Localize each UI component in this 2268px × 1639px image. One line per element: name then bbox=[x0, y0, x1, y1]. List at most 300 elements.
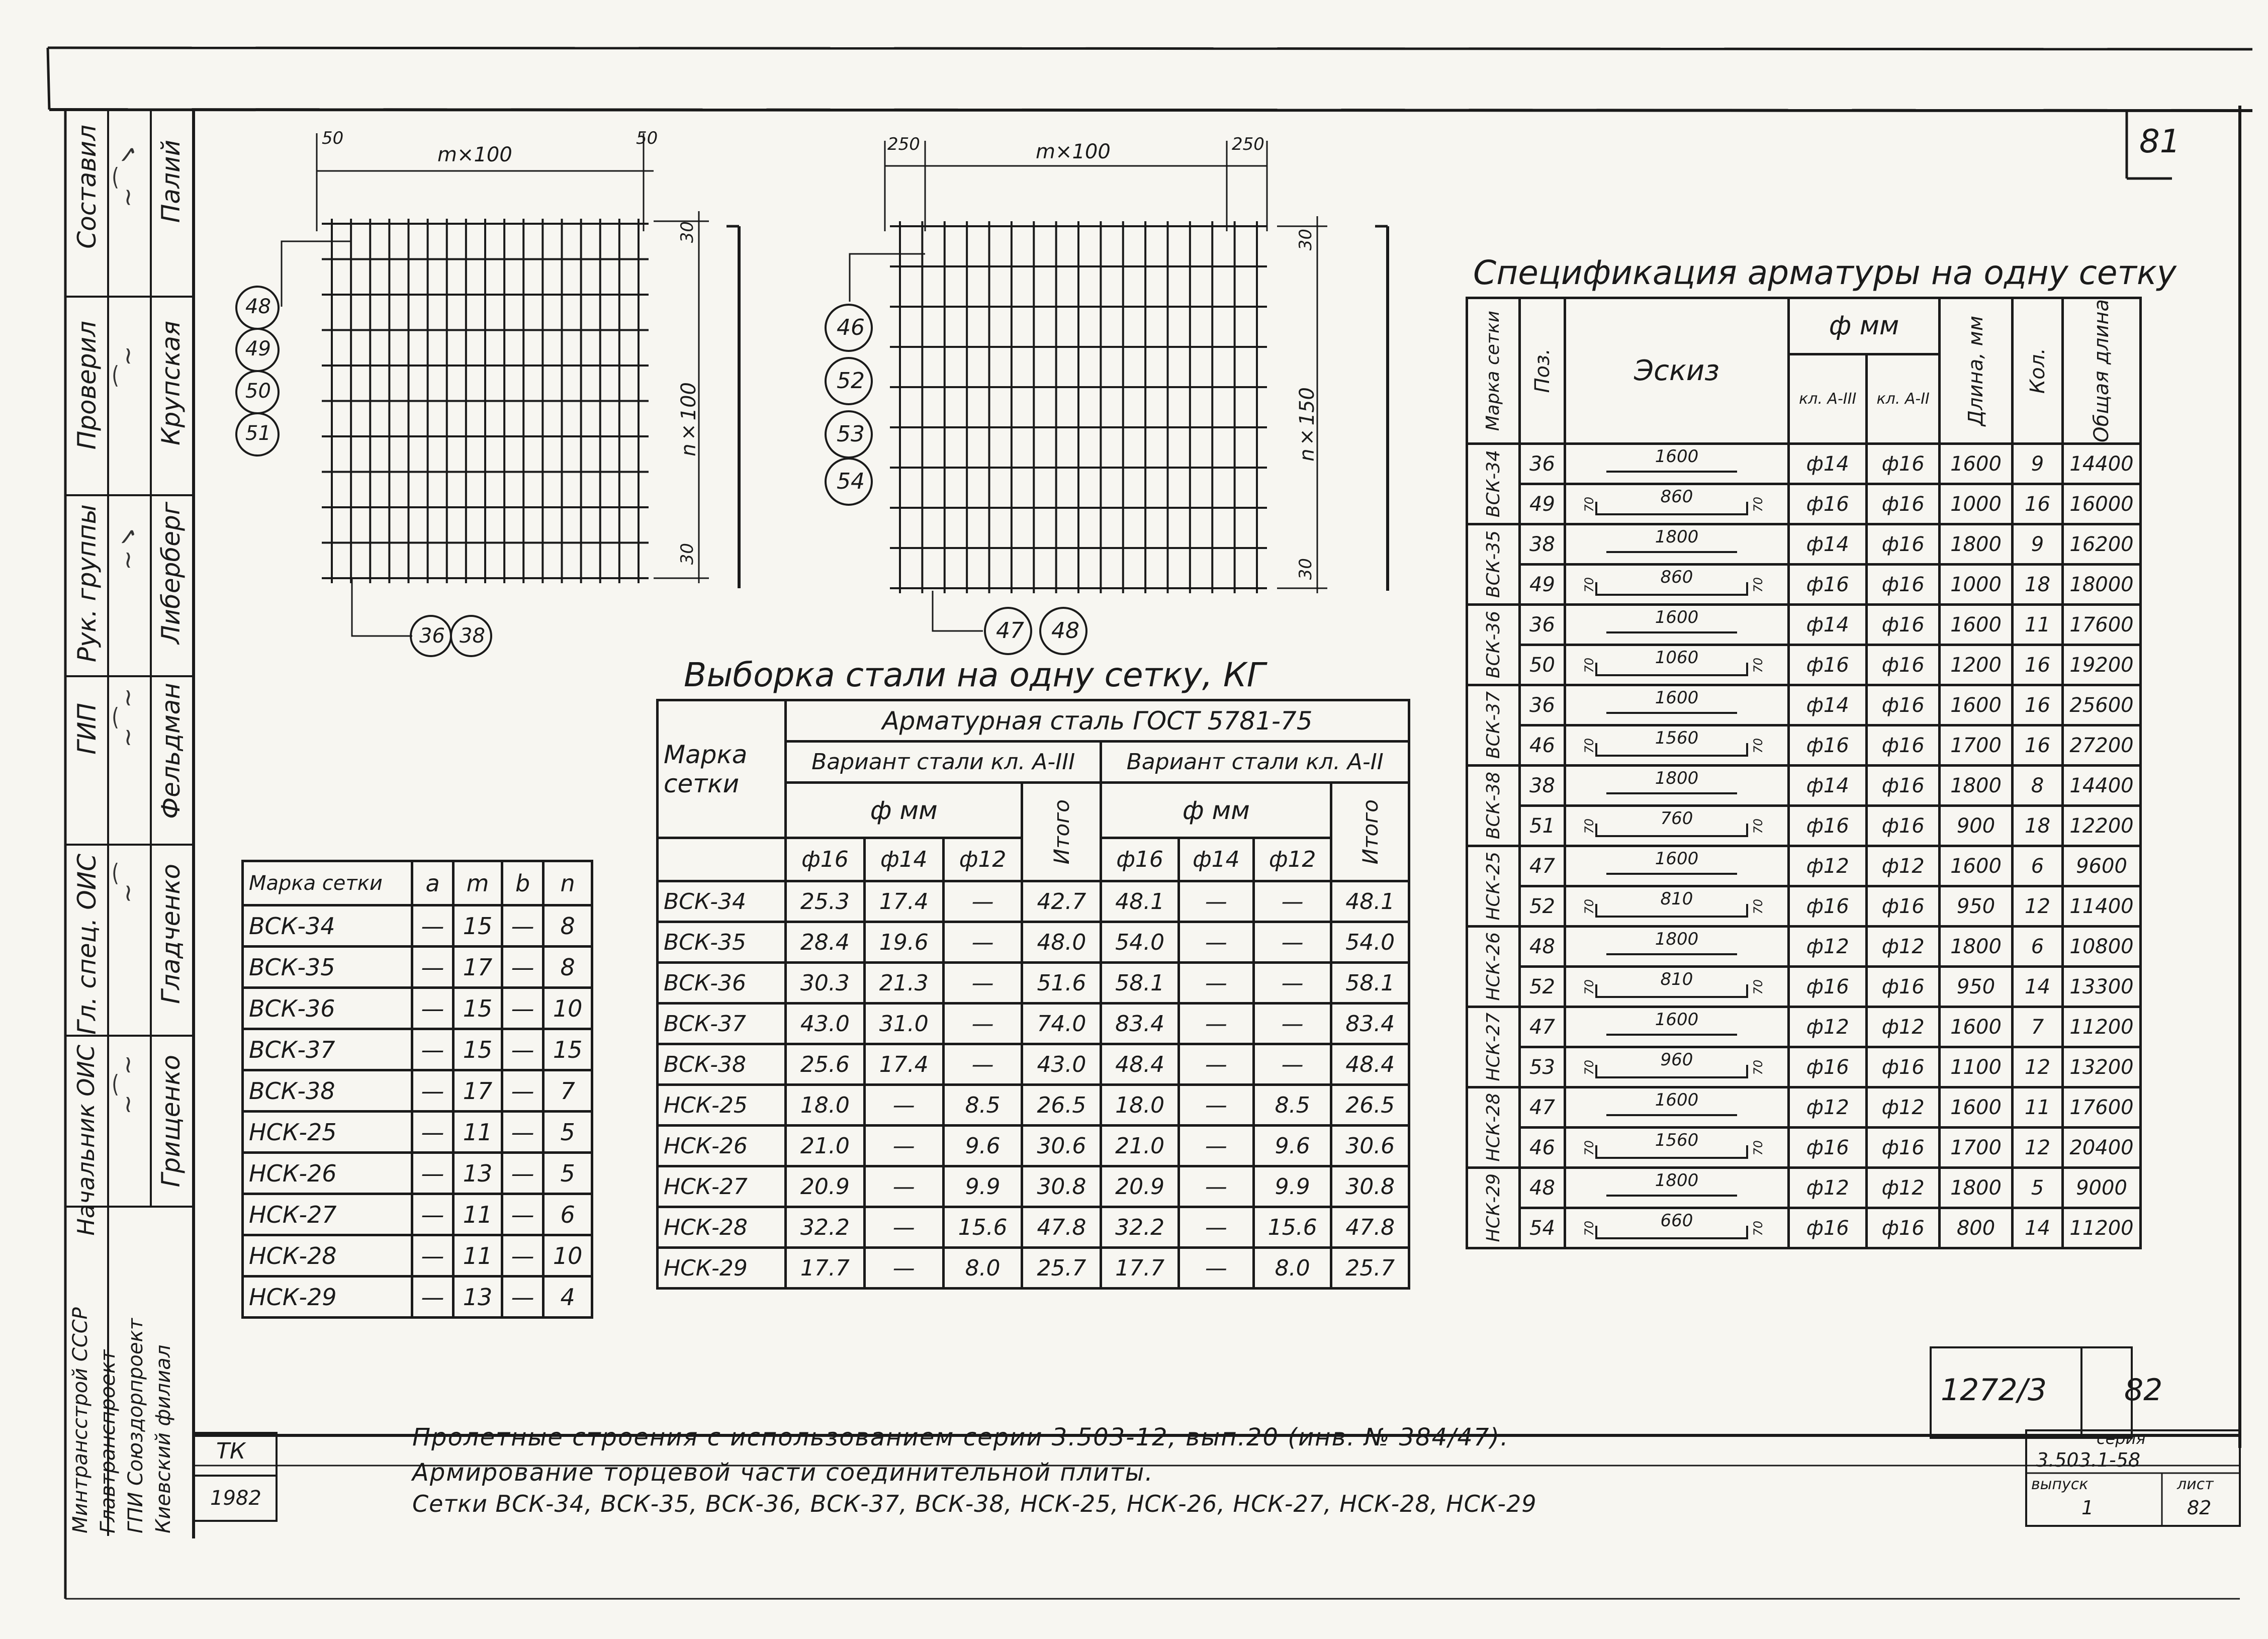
dim-left-right-mid: n×100 bbox=[677, 382, 700, 457]
spec-qty: 9 bbox=[2013, 524, 2063, 565]
dim-right-right-mid: n×150 bbox=[1296, 387, 1319, 462]
callout-48: 48 bbox=[245, 295, 271, 318]
params-cell: — bbox=[502, 1277, 543, 1318]
spec-h-pos-cell bbox=[1520, 298, 1565, 444]
params-cell: 5 bbox=[543, 1112, 592, 1153]
spec-diam-a2: ф16 bbox=[1867, 1128, 1940, 1168]
steel-cell: 58.1 bbox=[1331, 963, 1409, 1004]
spec-bar-line bbox=[1596, 663, 1747, 675]
spec-bend-right-dim: 70 bbox=[1751, 496, 1765, 512]
dim-left-right-top: 30 bbox=[677, 221, 697, 243]
stamp-role: Гл. спец. ОИС bbox=[72, 854, 102, 1035]
spec-sketch bbox=[1565, 846, 1789, 886]
spec-total-length: 16000 bbox=[2063, 484, 2141, 524]
steel-cell: — bbox=[1178, 1207, 1253, 1248]
params-cell: ВСК-36 bbox=[243, 988, 412, 1029]
steel-blank bbox=[658, 838, 786, 881]
spec-qty: 7 bbox=[2013, 1007, 2063, 1047]
spec-qty: 8 bbox=[2013, 766, 2063, 806]
dim-left-top-left: 50 bbox=[322, 128, 344, 148]
sheet-label: лист bbox=[2177, 1476, 2214, 1493]
params-cell: — bbox=[502, 1235, 543, 1277]
spec-bend-left-dim: 70 bbox=[1582, 496, 1596, 512]
steel-cell: 51.6 bbox=[1022, 963, 1101, 1004]
spec-sketch bbox=[1565, 725, 1789, 766]
params-row bbox=[243, 1029, 592, 1070]
dim-left-top-mid: m×100 bbox=[437, 143, 512, 166]
spec-sketch bbox=[1565, 1087, 1789, 1128]
stamp-sign: ⁀~ bbox=[114, 346, 142, 386]
dim-right-top-left: 250 bbox=[887, 134, 920, 154]
spec-pos: 47 bbox=[1520, 846, 1565, 886]
series-label: серия bbox=[2097, 1429, 2146, 1448]
spec-pos: 54 bbox=[1520, 1208, 1565, 1248]
spec-diam-a2: ф12 bbox=[1867, 1087, 1940, 1128]
spec-total-length: 17600 bbox=[2063, 1087, 2141, 1128]
params-header-a: a bbox=[412, 861, 453, 905]
spec-bar-shape bbox=[1576, 567, 1767, 602]
stamp-role: ГИП bbox=[72, 703, 102, 755]
steel-total-label: Итого bbox=[1049, 799, 1074, 865]
spec-h-mark: Марка сетки bbox=[1483, 310, 1503, 431]
spec-table-title: Спецификация арматуры на одну сетку bbox=[1473, 253, 2176, 292]
steel-d12-1: ф12 bbox=[943, 838, 1022, 881]
spec-row bbox=[1467, 1047, 2141, 1087]
spec-mark: НСК-28 bbox=[1483, 1093, 1504, 1162]
steel-cell: 54.0 bbox=[1101, 922, 1179, 963]
steel-total-1 bbox=[1022, 783, 1101, 881]
spec-qty: 16 bbox=[2013, 685, 2063, 725]
steel-row bbox=[658, 1085, 1409, 1126]
spec-diam-a3: ф16 bbox=[1789, 725, 1867, 766]
params-cell: НСК-26 bbox=[243, 1153, 412, 1194]
spec-mark-cell bbox=[1467, 1168, 1520, 1248]
spec-row bbox=[1467, 1087, 2141, 1128]
spec-mark: ВСК-36 bbox=[1483, 611, 1504, 679]
steel-cell: 47.8 bbox=[1331, 1207, 1409, 1248]
params-cell: — bbox=[502, 1194, 543, 1235]
spec-total-length: 13200 bbox=[2063, 1047, 2141, 1087]
callout-47: 47 bbox=[996, 618, 1024, 644]
spec-sketch-length: 1560 bbox=[1655, 727, 1699, 748]
params-cell: 15 bbox=[453, 988, 502, 1029]
spec-mark-cell bbox=[1467, 846, 1520, 927]
params-cell: 15 bbox=[453, 1029, 502, 1070]
steel-cell: НСК-29 bbox=[658, 1248, 786, 1289]
steel-phi-2: ф мм bbox=[1101, 783, 1331, 838]
spec-sketch bbox=[1565, 967, 1789, 1007]
params-cell: ВСК-34 bbox=[243, 905, 412, 947]
steel-cell: — bbox=[943, 922, 1022, 963]
callout-46: 46 bbox=[837, 315, 865, 340]
steel-cell: 32.2 bbox=[1101, 1207, 1179, 1248]
callout-52: 52 bbox=[837, 368, 865, 394]
spec-pos: 46 bbox=[1520, 1128, 1565, 1168]
spec-mark-cell bbox=[1467, 605, 1520, 685]
spec-length: 1100 bbox=[1940, 1047, 2013, 1087]
spec-mark-cell bbox=[1467, 444, 1520, 524]
spec-row bbox=[1467, 685, 2141, 725]
stamp-role: Проверил bbox=[72, 321, 102, 450]
params-cell: — bbox=[502, 1153, 543, 1194]
spec-row bbox=[1467, 645, 2141, 685]
spec-length: 1600 bbox=[1940, 846, 2013, 886]
spec-length: 1800 bbox=[1940, 1168, 2013, 1208]
steel-cell: ВСК-38 bbox=[658, 1044, 786, 1085]
steel-cell: — bbox=[1253, 922, 1331, 963]
spec-qty: 6 bbox=[2013, 927, 2063, 967]
spec-bend-left-dim: 70 bbox=[1582, 577, 1596, 593]
issue-value: 1 bbox=[2081, 1497, 2094, 1519]
spec-bend-right-dim: 70 bbox=[1751, 979, 1765, 995]
spec-sketch-length: 1600 bbox=[1655, 446, 1699, 467]
spec-qty: 14 bbox=[2013, 1208, 2063, 1248]
spec-bend-left-dim: 70 bbox=[1582, 818, 1596, 834]
spec-pos: 52 bbox=[1520, 886, 1565, 927]
spec-diam-a2: ф16 bbox=[1867, 766, 1940, 806]
steel-cell: 42.7 bbox=[1022, 881, 1101, 922]
spec-diam-a3: ф16 bbox=[1789, 645, 1867, 685]
steel-cell: — bbox=[1178, 1004, 1253, 1044]
spec-diam-a3: ф16 bbox=[1789, 1128, 1867, 1168]
steel-d16-2: ф16 bbox=[1101, 838, 1179, 881]
spec-length: 1600 bbox=[1940, 605, 2013, 645]
params-row bbox=[243, 1070, 592, 1112]
spec-bar-line bbox=[1596, 502, 1747, 514]
spec-sketch-length: 1800 bbox=[1655, 526, 1699, 547]
spec-total-length: 9600 bbox=[2063, 846, 2141, 886]
params-header-n: n bbox=[543, 861, 592, 905]
steel-cell: 15.6 bbox=[1253, 1207, 1331, 1248]
spec-bar-shape bbox=[1576, 849, 1767, 884]
steel-cell: 21.3 bbox=[864, 963, 943, 1004]
params-row bbox=[243, 1112, 592, 1153]
params-cell: НСК-29 bbox=[243, 1277, 412, 1318]
spec-length: 1000 bbox=[1940, 484, 2013, 524]
spec-diam-a2: ф16 bbox=[1867, 1208, 1940, 1248]
steel-cell: — bbox=[864, 1166, 943, 1207]
params-cell: 13 bbox=[453, 1153, 502, 1194]
stamp-name: Палий bbox=[156, 140, 186, 223]
params-cell: — bbox=[502, 947, 543, 988]
spec-total-length: 16200 bbox=[2063, 524, 2141, 565]
spec-diam-a2: ф16 bbox=[1867, 806, 1940, 846]
callout-50: 50 bbox=[245, 380, 271, 403]
stamp-sign: ~⁀~ bbox=[114, 688, 142, 748]
params-cell: — bbox=[502, 1070, 543, 1112]
spec-mark-cell bbox=[1467, 766, 1520, 846]
steel-cell: 48.4 bbox=[1331, 1044, 1409, 1085]
sheet-title-line-1: Пролетные строения с использованием серии 3.503-12, вып.20 (инв. № 384/47). bbox=[412, 1423, 1509, 1451]
steel-cell: 83.4 bbox=[1101, 1004, 1179, 1044]
spec-row bbox=[1467, 766, 2141, 806]
spec-h-total-cell bbox=[2063, 298, 2141, 444]
spec-length: 1600 bbox=[1940, 1007, 2013, 1047]
steel-cell: 9.9 bbox=[943, 1166, 1022, 1207]
steel-cell: — bbox=[1253, 1004, 1331, 1044]
spec-h-cl3: кл. А-III bbox=[1789, 354, 1867, 443]
spec-mark-cell bbox=[1467, 927, 1520, 1007]
spec-sketch-length: 1600 bbox=[1655, 848, 1699, 869]
spec-total-length: 11400 bbox=[2063, 886, 2141, 927]
spec-sketch-length: 810 bbox=[1660, 969, 1693, 989]
steel-cell: — bbox=[943, 1044, 1022, 1085]
sheet-value: 82 bbox=[2187, 1497, 2212, 1519]
spec-total-length: 14400 bbox=[2063, 444, 2141, 484]
spec-bar-shape bbox=[1576, 527, 1767, 562]
params-cell: — bbox=[412, 1112, 453, 1153]
params-cell: 4 bbox=[543, 1277, 592, 1318]
spec-diam-a3: ф12 bbox=[1789, 1087, 1867, 1128]
dim-right-top-mid: m×100 bbox=[1036, 140, 1111, 163]
spec-h-total: Общая длина bbox=[2090, 299, 2113, 442]
spec-h-mark-cell bbox=[1467, 298, 1520, 444]
params-cell: — bbox=[412, 905, 453, 947]
spec-sketch-length: 810 bbox=[1660, 888, 1693, 909]
steel-cell: — bbox=[1178, 1248, 1253, 1289]
steel-cell: 26.5 bbox=[1022, 1085, 1101, 1126]
spec-sketch bbox=[1565, 685, 1789, 725]
steel-cell: ВСК-37 bbox=[658, 1004, 786, 1044]
spec-diam-a3: ф16 bbox=[1789, 1047, 1867, 1087]
params-row bbox=[243, 1153, 592, 1194]
spec-sketch-length: 1800 bbox=[1655, 1170, 1699, 1191]
steel-cell: 25.3 bbox=[786, 881, 865, 922]
spec-diam-a3: ф16 bbox=[1789, 484, 1867, 524]
spec-mark-cell bbox=[1467, 1087, 1520, 1168]
steel-cell: 17.4 bbox=[864, 881, 943, 922]
steel-row bbox=[658, 922, 1409, 963]
spec-total-length: 11200 bbox=[2063, 1208, 2141, 1248]
spec-diam-a3: ф16 bbox=[1789, 806, 1867, 846]
spec-bend-right-dim: 70 bbox=[1751, 738, 1765, 754]
spec-length: 1000 bbox=[1940, 565, 2013, 605]
steel-cell: 74.0 bbox=[1022, 1004, 1101, 1044]
spec-length: 1600 bbox=[1940, 1087, 2013, 1128]
spec-bar-shape bbox=[1576, 1211, 1767, 1246]
spec-sketch-length: 1560 bbox=[1655, 1130, 1699, 1150]
dim-left-right-bottom: 30 bbox=[677, 543, 697, 565]
spec-qty: 18 bbox=[2013, 806, 2063, 846]
steel-cell: 20.9 bbox=[1101, 1166, 1179, 1207]
spec-bar-shape bbox=[1576, 889, 1767, 924]
spec-sketch bbox=[1565, 484, 1789, 524]
spec-sketch bbox=[1565, 1128, 1789, 1168]
stamp-sign: ~⁀✓ bbox=[114, 140, 142, 208]
spec-diam-a3: ф12 bbox=[1789, 927, 1867, 967]
steel-cell: 48.4 bbox=[1101, 1044, 1179, 1085]
spec-bar-shape bbox=[1576, 1010, 1767, 1045]
stamp-sign: ~⁀~ bbox=[114, 1055, 142, 1115]
params-row bbox=[243, 1194, 592, 1235]
spec-sketch bbox=[1565, 605, 1789, 645]
stamp-role: Начальник ОИС bbox=[72, 1045, 100, 1236]
callout-38: 38 bbox=[460, 624, 485, 648]
spec-pos: 49 bbox=[1520, 565, 1565, 605]
spec-sketch bbox=[1565, 645, 1789, 685]
stamp-role: Рук. группы bbox=[72, 504, 102, 663]
steel-cell: 18.0 bbox=[1101, 1085, 1179, 1126]
steel-cell: 83.4 bbox=[1331, 1004, 1409, 1044]
steel-cell: 58.1 bbox=[1101, 963, 1179, 1004]
params-cell: НСК-25 bbox=[243, 1112, 412, 1153]
spec-bar-shape bbox=[1576, 487, 1767, 522]
steel-cell: 30.3 bbox=[786, 963, 865, 1004]
spec-length: 1800 bbox=[1940, 766, 2013, 806]
spec-bar-line bbox=[1596, 743, 1747, 756]
spec-row bbox=[1467, 806, 2141, 846]
spec-h-phi: ф мм bbox=[1789, 298, 1940, 354]
spec-length: 1800 bbox=[1940, 927, 2013, 967]
spec-qty: 6 bbox=[2013, 846, 2063, 886]
steel-cell: — bbox=[943, 881, 1022, 922]
spec-bend-left-dim: 70 bbox=[1582, 979, 1596, 995]
steel-cell: 9.6 bbox=[1253, 1126, 1331, 1166]
spec-mark: НСК-25 bbox=[1483, 852, 1504, 921]
params-cell: — bbox=[412, 1029, 453, 1070]
params-header-m: m bbox=[453, 861, 502, 905]
spec-pos: 49 bbox=[1520, 484, 1565, 524]
stamp-org-4: Киевский филиал bbox=[152, 1344, 175, 1533]
spec-pos: 52 bbox=[1520, 967, 1565, 1007]
spec-diam-a2: ф12 bbox=[1867, 846, 1940, 886]
stamp-org-1: Минтрансстрой СССР bbox=[69, 1307, 92, 1533]
spec-diam-a2: ф16 bbox=[1867, 524, 1940, 565]
spec-diam-a3: ф14 bbox=[1789, 605, 1867, 645]
steel-row bbox=[658, 1044, 1409, 1085]
spec-total-length: 14400 bbox=[2063, 766, 2141, 806]
params-cell: 11 bbox=[453, 1112, 502, 1153]
dim-right-right-bottom: 30 bbox=[1296, 558, 1316, 580]
spec-h-len-cell bbox=[1940, 298, 2013, 444]
spec-bar-shape bbox=[1576, 768, 1767, 803]
steel-cell: 8.5 bbox=[943, 1085, 1022, 1126]
spec-length: 1800 bbox=[1940, 524, 2013, 565]
spec-pos: 48 bbox=[1520, 1168, 1565, 1208]
callout-36: 36 bbox=[419, 624, 445, 648]
spec-bend-right-dim: 70 bbox=[1751, 818, 1765, 834]
sheet-tk: ТК bbox=[216, 1438, 246, 1464]
spec-mark: НСК-26 bbox=[1483, 932, 1504, 1001]
spec-bar-shape bbox=[1576, 648, 1767, 683]
stamp-name: Крупская bbox=[156, 321, 186, 445]
params-cell: ВСК-38 bbox=[243, 1070, 412, 1112]
steel-cell: 17.4 bbox=[864, 1044, 943, 1085]
params-cell: ВСК-35 bbox=[243, 947, 412, 988]
callout-48b: 48 bbox=[1051, 618, 1079, 644]
series-value: 3.503.1-58 bbox=[2036, 1449, 2141, 1471]
spec-qty: 5 bbox=[2013, 1168, 2063, 1208]
steel-cell: 20.9 bbox=[786, 1166, 865, 1207]
spec-sketch bbox=[1565, 1208, 1789, 1248]
spec-diam-a2: ф16 bbox=[1867, 685, 1940, 725]
spec-row bbox=[1467, 967, 2141, 1007]
spec-sketch bbox=[1565, 806, 1789, 846]
spec-bar-line bbox=[1596, 1065, 1747, 1077]
steel-cell: ВСК-34 bbox=[658, 881, 786, 922]
spec-sketch-length: 760 bbox=[1660, 808, 1693, 829]
params-cell: 5 bbox=[543, 1153, 592, 1194]
spec-diam-a3: ф16 bbox=[1789, 967, 1867, 1007]
steel-cell: ВСК-35 bbox=[658, 922, 786, 963]
params-header-b: b bbox=[502, 861, 543, 905]
params-cell: — bbox=[412, 947, 453, 988]
steel-cell: 17.7 bbox=[786, 1248, 865, 1289]
steel-cell: 15.6 bbox=[943, 1207, 1022, 1248]
spec-length: 800 bbox=[1940, 1208, 2013, 1248]
spec-diam-a2: ф12 bbox=[1867, 1007, 1940, 1047]
spec-qty: 18 bbox=[2013, 565, 2063, 605]
spec-diam-a3: ф14 bbox=[1789, 524, 1867, 565]
dim-left-top-right: 50 bbox=[636, 128, 658, 148]
params-cell: 11 bbox=[453, 1194, 502, 1235]
spec-total-length: 9000 bbox=[2063, 1168, 2141, 1208]
spec-sketch-length: 1800 bbox=[1655, 929, 1699, 949]
steel-cell: НСК-28 bbox=[658, 1207, 786, 1248]
spec-sketch-length: 1600 bbox=[1655, 687, 1699, 708]
callout-51: 51 bbox=[245, 422, 271, 445]
spec-bend-right-dim: 70 bbox=[1751, 657, 1765, 673]
spec-row bbox=[1467, 886, 2141, 927]
spec-mark: ВСК-38 bbox=[1483, 772, 1504, 840]
spec-pos: 38 bbox=[1520, 524, 1565, 565]
spec-mark-cell bbox=[1467, 524, 1520, 605]
steel-cell: 21.0 bbox=[1101, 1126, 1179, 1166]
spec-length: 950 bbox=[1940, 886, 2013, 927]
steel-variant-1: Вариант стали кл. А-III bbox=[786, 742, 1101, 783]
spec-pos: 51 bbox=[1520, 806, 1565, 846]
params-cell: 6 bbox=[543, 1194, 592, 1235]
steel-cell: 18.0 bbox=[786, 1085, 865, 1126]
spec-bar-shape bbox=[1576, 607, 1767, 643]
steel-cell: 25.7 bbox=[1331, 1248, 1409, 1289]
spec-qty: 12 bbox=[2013, 886, 2063, 927]
spec-row bbox=[1467, 1007, 2141, 1047]
stamp-name: Фельдман bbox=[156, 683, 186, 819]
spec-diam-a3: ф12 bbox=[1789, 1168, 1867, 1208]
steel-cell: 9.9 bbox=[1253, 1166, 1331, 1207]
steel-cell: — bbox=[1253, 881, 1331, 922]
steel-cell: 43.0 bbox=[1022, 1044, 1101, 1085]
spec-bar-shape bbox=[1576, 1170, 1767, 1206]
spec-qty: 11 bbox=[2013, 1087, 2063, 1128]
steel-cell: 8.0 bbox=[943, 1248, 1022, 1289]
spec-diam-a2: ф16 bbox=[1867, 886, 1940, 927]
spec-sketch-length: 1600 bbox=[1655, 1089, 1699, 1110]
steel-cell: — bbox=[1178, 922, 1253, 963]
spec-sketch bbox=[1565, 524, 1789, 565]
spec-length: 950 bbox=[1940, 967, 2013, 1007]
spec-diam-a2: ф16 bbox=[1867, 967, 1940, 1007]
params-cell: 17 bbox=[453, 1070, 502, 1112]
spec-row bbox=[1467, 565, 2141, 605]
steel-cell: 32.2 bbox=[786, 1207, 865, 1248]
stamp-name: Гладченко bbox=[156, 864, 186, 1004]
params-cell: — bbox=[502, 905, 543, 947]
params-cell: 15 bbox=[453, 905, 502, 947]
steel-row bbox=[658, 1126, 1409, 1166]
steel-col-mark: Марка сетки bbox=[658, 700, 786, 838]
sheet-year: 1982 bbox=[210, 1487, 261, 1510]
spec-diam-a2: ф16 bbox=[1867, 1047, 1940, 1087]
params-row bbox=[243, 947, 592, 988]
spec-diam-a2: ф16 bbox=[1867, 605, 1940, 645]
steel-cell: НСК-25 bbox=[658, 1085, 786, 1126]
steel-cell: НСК-26 bbox=[658, 1126, 786, 1166]
params-cell: — bbox=[412, 1194, 453, 1235]
spec-bar-line bbox=[1596, 582, 1747, 595]
spec-qty: 16 bbox=[2013, 645, 2063, 685]
